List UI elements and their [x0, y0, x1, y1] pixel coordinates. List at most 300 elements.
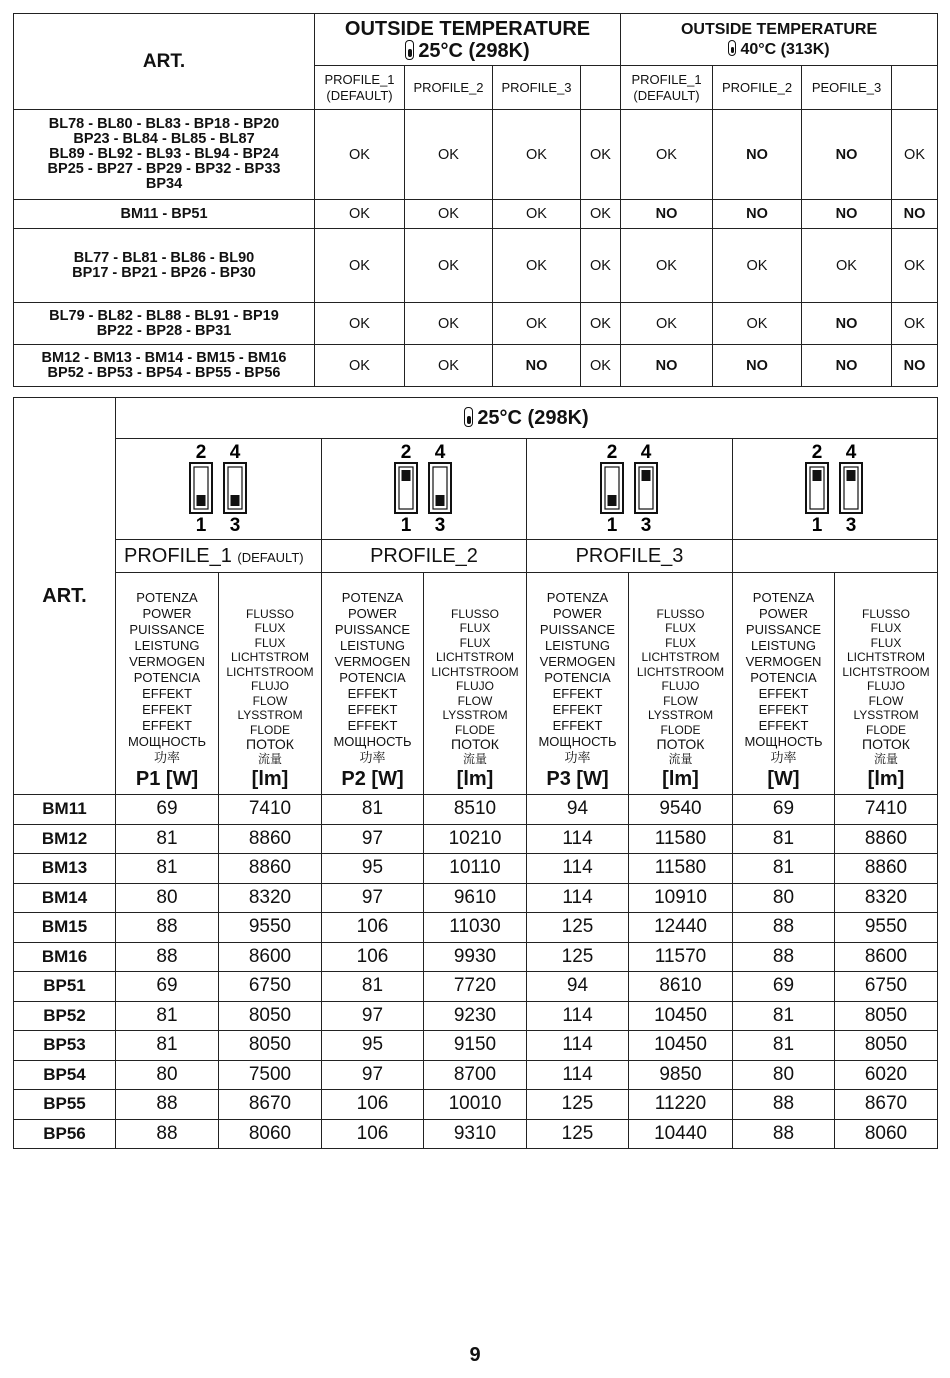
- power-word: EFFEKT: [347, 702, 398, 717]
- switch-setting-2: [322, 439, 527, 540]
- profile-1-header: [116, 540, 322, 573]
- unit-label: P2 [W]: [341, 768, 404, 790]
- power-value: 69: [116, 795, 219, 825]
- compat-cell: NO: [892, 345, 938, 387]
- power-word: PUISSANCE: [539, 622, 616, 637]
- profile-2-header: PROFILE_2: [322, 540, 527, 573]
- compat-cell: OK: [315, 345, 405, 387]
- art-header: ART.: [14, 14, 315, 110]
- outside-temp-25-value: 25°C (298K): [418, 39, 530, 62]
- profile-3-header: PROFILE_3: [527, 540, 733, 573]
- power-value: 81: [733, 824, 835, 854]
- compat-cell: OK: [315, 110, 405, 200]
- flux-value: 9540: [629, 795, 733, 825]
- compat-cell: OK: [493, 303, 581, 345]
- flux-word: LYSSTROM: [853, 708, 919, 722]
- flux-value: 7410: [219, 795, 322, 825]
- flux-value: 8670: [835, 1090, 938, 1120]
- flux-value: 9150: [424, 1031, 527, 1061]
- flux-value: 8670: [219, 1090, 322, 1120]
- power-word: 功率: [564, 750, 591, 765]
- article-code: BP52: [14, 1001, 116, 1031]
- power-word: EFFEKT: [142, 686, 192, 701]
- flux-value: 8700: [424, 1060, 527, 1090]
- power-word: EFFEKT: [552, 702, 603, 717]
- power-value: 88: [733, 913, 835, 943]
- switch-top-label: 4: [434, 441, 446, 463]
- compat-cell: OK: [802, 229, 892, 303]
- power-value: 88: [733, 942, 835, 972]
- power-value: 114: [527, 824, 629, 854]
- compat-cell: NO: [713, 110, 802, 200]
- article-code: BM12: [14, 824, 116, 854]
- power-label-cell: [733, 573, 835, 795]
- power-value: 114: [527, 1001, 629, 1031]
- art-header: ART.: [14, 398, 116, 795]
- compat-cell: OK: [581, 229, 621, 303]
- power-value: 69: [733, 795, 835, 825]
- power-value: 95: [322, 1031, 424, 1061]
- flux-value: 9310: [424, 1119, 527, 1149]
- power-value: 106: [322, 913, 424, 943]
- power-word: МОЩНОСТЬ: [744, 734, 823, 749]
- flux-word: LYSSTROM: [237, 708, 303, 722]
- compat-row: [14, 110, 938, 200]
- flux-word: LICHTSTROOM: [842, 664, 930, 679]
- flux-word: FLUSSO: [450, 606, 499, 621]
- flux-word: LICHTSTROM: [436, 650, 514, 664]
- power-value: 81: [322, 795, 424, 825]
- flux-word: LICHTSTROM: [231, 650, 309, 664]
- power-value: 81: [733, 1001, 835, 1031]
- flux-word: 流量: [257, 751, 282, 766]
- power-word: МОЩНОСТЬ: [538, 734, 617, 749]
- power-word: EFFEKT: [552, 718, 603, 733]
- compat-cell: OK: [581, 110, 621, 200]
- switch-bottom-label: 1: [606, 514, 617, 533]
- dip-switch-icon: [800, 441, 870, 533]
- power-word: LEISTUNG: [134, 638, 200, 653]
- power-row: [14, 1090, 938, 1120]
- flux-value: 9610: [424, 883, 527, 913]
- switch-top-label: 2: [606, 441, 617, 463]
- power-row: [14, 1031, 938, 1061]
- power-word: POTENZA: [341, 590, 404, 605]
- power-value: 97: [322, 1060, 424, 1090]
- flux-value: 8050: [835, 1001, 938, 1031]
- article-code: BP53: [14, 1031, 116, 1061]
- compat-cell: OK: [581, 345, 621, 387]
- flux-value: 12440: [629, 913, 733, 943]
- power-row: [14, 1119, 938, 1149]
- compat-cell: OK: [621, 229, 713, 303]
- power-word: POTENCIA: [750, 670, 817, 685]
- power-word: POTENCIA: [339, 670, 406, 685]
- power-value: 106: [322, 1119, 424, 1149]
- power-row: [14, 1001, 938, 1031]
- power-value: 97: [322, 883, 424, 913]
- flux-word: LICHTSTROOM: [636, 664, 725, 679]
- flux-value: 7720: [424, 972, 527, 1002]
- compat-cell: NO: [621, 200, 713, 229]
- flux-word: LICHTSTROOM: [431, 664, 519, 679]
- flux-value: 10010: [424, 1090, 527, 1120]
- flux-label-cell: [219, 573, 322, 795]
- switch-setting-4: [733, 439, 938, 540]
- outside-temp-25-header: [315, 14, 621, 66]
- flux-word: LYSSTROM: [647, 708, 714, 722]
- flux-word: FLUX: [665, 635, 696, 650]
- profile-25-header-1: PROFILE_1 (DEFAULT): [315, 66, 405, 110]
- power-value: 106: [322, 1090, 424, 1120]
- power-word: POTENZA: [136, 590, 198, 605]
- unit-label: [lm]: [456, 768, 494, 790]
- flux-value: 10210: [424, 824, 527, 854]
- power-word: PUISSANCE: [334, 622, 411, 637]
- power-value: 81: [116, 824, 219, 854]
- profile-25-header-3: PROFILE_3: [493, 66, 581, 110]
- profile-40-header-4: [892, 66, 938, 110]
- flux-word: FLOW: [663, 693, 698, 708]
- power-value: 81: [116, 854, 219, 884]
- switch-top-label: 2: [811, 441, 823, 463]
- power-value: 88: [733, 1119, 835, 1149]
- flux-word: FLOW: [868, 693, 904, 708]
- profile-40-header-2: PROFILE_2: [713, 66, 802, 110]
- power-word: 功率: [359, 750, 386, 765]
- profile-1-default-label: (DEFAULT): [237, 549, 304, 565]
- flux-word: FLUX: [459, 635, 491, 650]
- compat-row-articles: BL77 - BL81 - BL86 - BL90 BP17 - BP21 - BP26 - BP30: [14, 229, 315, 303]
- unit-label: [W]: [767, 768, 800, 790]
- power-label-cell: [116, 573, 219, 795]
- power-value: 69: [116, 972, 219, 1002]
- compatibility-table: [13, 13, 938, 387]
- flux-word: FLUX: [665, 621, 696, 635]
- power-value: 114: [527, 883, 629, 913]
- profile-25-header-2: PROFILE_2: [405, 66, 493, 110]
- power-word: PUISSANCE: [745, 622, 822, 637]
- power-row: [14, 883, 938, 913]
- compat-row: [14, 229, 938, 303]
- flux-value: 10450: [629, 1031, 733, 1061]
- power-value: 80: [733, 1060, 835, 1090]
- power-word: 功率: [153, 750, 180, 765]
- flux-word: 流量: [874, 751, 899, 766]
- flux-value: 7500: [219, 1060, 322, 1090]
- compat-cell: NO: [713, 345, 802, 387]
- power-value: 81: [116, 1031, 219, 1061]
- switch-bottom-label: 1: [195, 514, 206, 533]
- power-value: 114: [527, 854, 629, 884]
- thermometer-icon: [728, 40, 736, 56]
- power-value: 125: [527, 1090, 629, 1120]
- power-word: POTENZA: [752, 590, 815, 605]
- profile-4-header: [733, 540, 938, 573]
- compat-cell: OK: [315, 303, 405, 345]
- power-value: 88: [733, 1090, 835, 1120]
- flux-value: 10450: [629, 1001, 733, 1031]
- power-word: POWER: [347, 606, 398, 621]
- flux-label-cell: [835, 573, 938, 795]
- power-value: 125: [527, 913, 629, 943]
- compat-cell: OK: [621, 303, 713, 345]
- power-value: 114: [527, 1060, 629, 1090]
- flux-word: 流量: [462, 751, 487, 766]
- flux-value: 8320: [219, 883, 322, 913]
- flux-value: 11570: [629, 942, 733, 972]
- flux-label-cell: [629, 573, 733, 795]
- flux-value: 8860: [835, 854, 938, 884]
- compat-cell: NO: [802, 110, 892, 200]
- power-word: VERMOGEN: [334, 654, 411, 669]
- power-value: 81: [733, 1031, 835, 1061]
- compat-row-articles: BM11 - BP51: [14, 200, 315, 229]
- flux-word: FLUX: [870, 635, 902, 650]
- profile-40-header-1: PROFILE_1 (DEFAULT): [621, 66, 713, 110]
- power-value: 94: [527, 972, 629, 1002]
- power-value: 106: [322, 942, 424, 972]
- flux-value: 6750: [219, 972, 322, 1002]
- flux-value: 8860: [219, 824, 322, 854]
- flux-word: FLUX: [459, 621, 491, 635]
- compat-cell: NO: [892, 200, 938, 229]
- power-word: МОЩНОСТЬ: [127, 734, 207, 749]
- compat-cell: OK: [405, 200, 493, 229]
- profile-40-header-3: PEOFILE_3: [802, 66, 892, 110]
- power-word: МОЩНОСТЬ: [333, 734, 412, 749]
- flux-word: ПОТОК: [246, 736, 294, 752]
- switch-setting-1: [116, 439, 322, 540]
- flux-value: 8600: [835, 942, 938, 972]
- temperature-header: [116, 398, 938, 439]
- power-word: VERMOGEN: [539, 654, 616, 669]
- flux-word: FLUX: [870, 621, 902, 635]
- compat-cell: OK: [581, 200, 621, 229]
- compat-row: [14, 200, 938, 229]
- power-value: 88: [116, 913, 219, 943]
- flux-word: FLOW: [457, 693, 493, 708]
- flux-word: ПОТОК: [862, 736, 910, 752]
- flux-value: 9850: [629, 1060, 733, 1090]
- flux-word: FLUX: [254, 635, 286, 650]
- flux-value: 11580: [629, 824, 733, 854]
- flux-value: 8860: [835, 824, 938, 854]
- flux-word: FLUJO: [867, 679, 906, 693]
- unit-label: P3 [W]: [546, 768, 609, 790]
- power-value: 97: [322, 1001, 424, 1031]
- flux-value: 8860: [219, 854, 322, 884]
- power-word: EFFEKT: [142, 718, 192, 733]
- power-word: VERMOGEN: [745, 654, 822, 669]
- switch-top-label: 4: [229, 441, 240, 463]
- flux-word: FLOW: [252, 693, 288, 708]
- flux-value: 8060: [835, 1119, 938, 1149]
- article-code: BP55: [14, 1090, 116, 1120]
- flux-value: 11030: [424, 913, 527, 943]
- power-word: POTENCIA: [133, 670, 201, 685]
- flux-value: 9930: [424, 942, 527, 972]
- power-word: POTENCIA: [544, 670, 611, 685]
- power-value: 125: [527, 1119, 629, 1149]
- flux-value: 8610: [629, 972, 733, 1002]
- unit-label: [lm]: [867, 768, 905, 790]
- compat-cell: OK: [892, 229, 938, 303]
- power-word: EFFEKT: [142, 702, 192, 717]
- flux-value: 8050: [219, 1001, 322, 1031]
- dip-switch-icon: [184, 441, 254, 533]
- flux-word: FLUJO: [250, 679, 289, 693]
- flux-value: 9230: [424, 1001, 527, 1031]
- article-code: BM11: [14, 795, 116, 825]
- power-word: PUISSANCE: [129, 622, 205, 637]
- flux-word: FLUSSO: [656, 606, 705, 621]
- article-code: BM15: [14, 913, 116, 943]
- power-label-cell: [527, 573, 629, 795]
- power-row: [14, 854, 938, 884]
- power-word: EFFEKT: [347, 718, 398, 733]
- power-label-cell: [322, 573, 424, 795]
- compat-cell: NO: [802, 345, 892, 387]
- power-value: 80: [116, 1060, 219, 1090]
- switch-bottom-label: 3: [640, 514, 651, 533]
- switch-bottom-label: 1: [400, 514, 412, 533]
- power-word: EFFEKT: [758, 702, 809, 717]
- power-value: 81: [116, 1001, 219, 1031]
- dip-switch-icon: [389, 441, 459, 533]
- power-word: LEISTUNG: [750, 638, 816, 653]
- flux-word: FLUJO: [661, 679, 700, 693]
- compat-cell: OK: [581, 303, 621, 345]
- page-number: 9: [469, 1344, 481, 1366]
- compat-cell: OK: [315, 229, 405, 303]
- compat-cell: OK: [493, 229, 581, 303]
- compat-cell: NO: [802, 303, 892, 345]
- power-value: 81: [733, 854, 835, 884]
- compat-cell: OK: [892, 303, 938, 345]
- power-value: 88: [116, 1119, 219, 1149]
- flux-value: 8050: [219, 1031, 322, 1061]
- thermometer-icon: [464, 407, 473, 427]
- compat-row-articles: BL78 - BL80 - BL83 - BP18 - BP20 BP23 - BL84 - BL85 - BL87 BL89 - BL92 - BL93 - BL94 - BP24 BP25 - BP27 - BP29 - BP32 - BP33 BP34: [14, 110, 315, 200]
- compat-cell: OK: [713, 303, 802, 345]
- compat-row: [14, 345, 938, 387]
- power-row: [14, 795, 938, 825]
- power-word: LEISTUNG: [544, 638, 610, 653]
- compat-cell: NO: [493, 345, 581, 387]
- flux-word: FLODE: [660, 722, 701, 737]
- compat-cell: NO: [802, 200, 892, 229]
- dip-switch-icon: [595, 441, 665, 533]
- compat-row: [14, 303, 938, 345]
- article-code: BM13: [14, 854, 116, 884]
- outside-temp-40-title: OUTSIDE TEMPERATURE: [680, 20, 878, 38]
- compat-cell: NO: [713, 200, 802, 229]
- outside-temp-40-value: 40°C (313K): [740, 40, 830, 58]
- profile-25-header-4: [581, 66, 621, 110]
- power-value: 80: [116, 883, 219, 913]
- compat-cell: OK: [405, 229, 493, 303]
- outside-temp-25-title: OUTSIDE TEMPERATURE: [344, 17, 591, 40]
- profile-1-label: PROFILE_1: [124, 544, 232, 567]
- switch-bottom-label: 3: [434, 514, 446, 533]
- power-value: 94: [527, 795, 629, 825]
- switch-top-label: 4: [640, 441, 651, 463]
- flux-label-cell: [424, 573, 527, 795]
- unit-label: [lm]: [251, 768, 289, 790]
- power-word: EFFEKT: [347, 686, 398, 701]
- article-code: BP56: [14, 1119, 116, 1149]
- power-value: 80: [733, 883, 835, 913]
- temperature-value: 25°C (298K): [477, 406, 589, 429]
- compat-cell: OK: [892, 110, 938, 200]
- flux-value: 6020: [835, 1060, 938, 1090]
- article-code: BM16: [14, 942, 116, 972]
- power-value: 69: [733, 972, 835, 1002]
- power-word: POWER: [552, 606, 603, 621]
- power-value: 97: [322, 824, 424, 854]
- switch-bottom-label: 3: [229, 514, 240, 533]
- power-value: 88: [116, 942, 219, 972]
- flux-value: 9550: [835, 913, 938, 943]
- flux-word: FLODE: [454, 722, 495, 737]
- power-value: 81: [322, 972, 424, 1002]
- compat-cell: OK: [621, 110, 713, 200]
- flux-word: FLUSSO: [245, 606, 294, 621]
- power-row: [14, 1060, 938, 1090]
- flux-value: 11220: [629, 1090, 733, 1120]
- thermometer-icon: [405, 40, 414, 60]
- switch-top-label: 2: [195, 441, 206, 463]
- power-word: POWER: [758, 606, 809, 621]
- flux-value: 11580: [629, 854, 733, 884]
- flux-word: FLUSSO: [862, 606, 911, 621]
- flux-word: ПОТОК: [451, 736, 499, 752]
- flux-word: ПОТОК: [656, 736, 705, 752]
- power-word: EFFEKT: [758, 686, 809, 701]
- switch-bottom-label: 1: [811, 514, 823, 533]
- compat-cell: OK: [493, 110, 581, 200]
- flux-word: LICHTSTROOM: [226, 664, 314, 679]
- flux-value: 9550: [219, 913, 322, 943]
- flux-value: 10440: [629, 1119, 733, 1149]
- power-word: POTENZA: [546, 590, 609, 605]
- compat-cell: OK: [405, 303, 493, 345]
- flux-word: 流量: [668, 751, 693, 766]
- flux-value: 8600: [219, 942, 322, 972]
- flux-value: 8510: [424, 795, 527, 825]
- flux-word: LYSSTROM: [442, 708, 508, 722]
- flux-word: FLUJO: [455, 679, 494, 693]
- flux-word: FLODE: [866, 722, 907, 737]
- outside-temp-40-header: [621, 14, 938, 66]
- flux-word: LICHTSTROM: [847, 650, 925, 664]
- power-flux-table: [13, 397, 938, 1149]
- flux-word: FLODE: [249, 722, 290, 737]
- power-value: 88: [116, 1090, 219, 1120]
- flux-value: 6750: [835, 972, 938, 1002]
- power-word: VERMOGEN: [129, 654, 205, 669]
- flux-value: 8320: [835, 883, 938, 913]
- power-word: EFFEKT: [552, 686, 603, 701]
- flux-value: 10910: [629, 883, 733, 913]
- compat-row-articles: BL79 - BL82 - BL88 - BL91 - BP19 BP22 - BP28 - BP31: [14, 303, 315, 345]
- power-value: 125: [527, 942, 629, 972]
- flux-value: 8050: [835, 1031, 938, 1061]
- compat-cell: OK: [405, 345, 493, 387]
- switch-top-label: 2: [400, 441, 412, 463]
- flux-word: FLUX: [254, 621, 286, 635]
